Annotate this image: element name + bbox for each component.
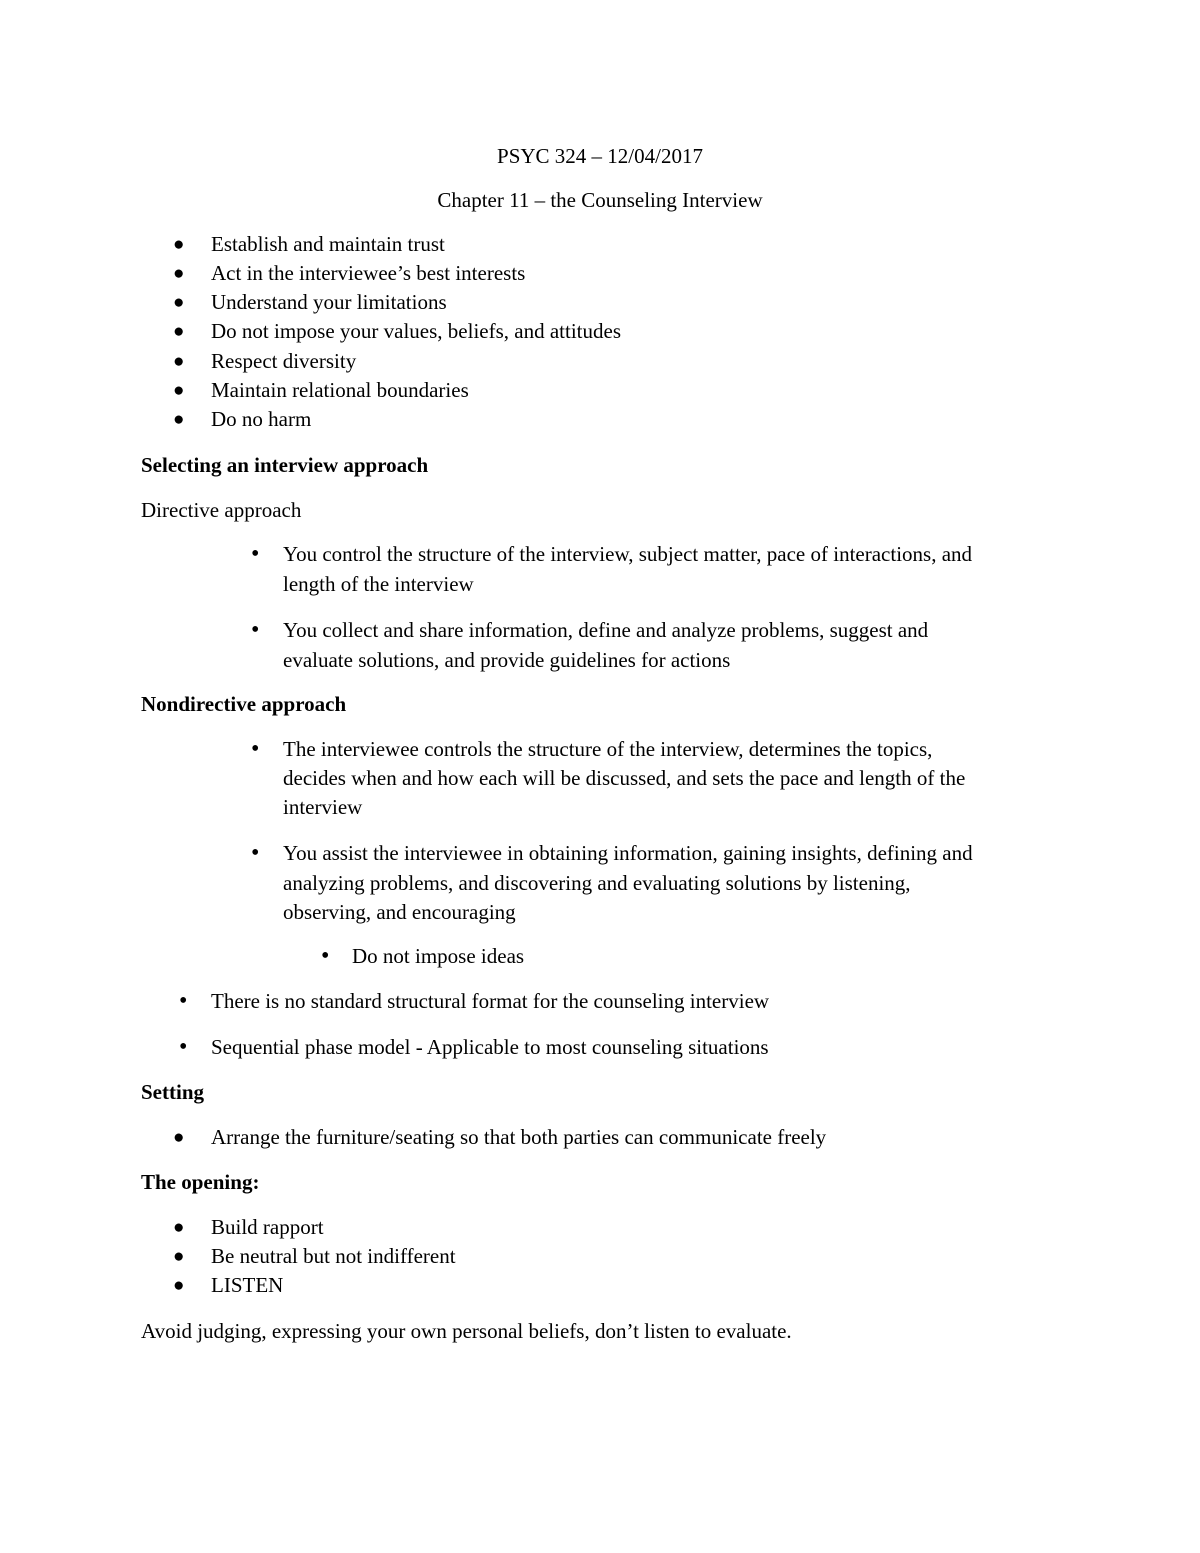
bullet-icon	[179, 1033, 187, 1063]
list-item-line: evaluate solutions, and provide guidelines for actions	[283, 648, 731, 672]
list-item-line: You control the structure of the interview, subject matter, pace of interactions, and	[283, 542, 973, 566]
bullet-icon	[173, 376, 184, 405]
list-item: Arrange the furniture/seating so that both parties can communicate freely	[211, 1125, 827, 1149]
bullet-icon	[173, 288, 184, 317]
list-item-line: You collect and share information, define and analyze problems, suggest and	[283, 618, 929, 642]
list-item-line: The interviewee controls the structure of the interview, determines the topics,	[283, 737, 933, 761]
bullet-icon	[179, 987, 187, 1017]
list-item: Be neutral but not indifferent	[211, 1244, 456, 1268]
bullet-icon	[173, 317, 184, 346]
list-item-line: analyzing problems, and discovering and evaluating solutions by listening,	[283, 871, 911, 895]
section-heading-opening: The opening:	[141, 1170, 260, 1194]
section-heading-selecting: Selecting an interview approach	[141, 453, 429, 477]
list-item-line: You assist the interviewee in obtaining information, gaining insights, defining and	[283, 841, 973, 865]
bullet-icon	[251, 735, 259, 765]
bullet-icon	[173, 1271, 184, 1300]
section-heading-nondirective: Nondirective approach	[141, 692, 347, 716]
bullet-icon	[173, 1123, 184, 1152]
list-item-line: interview	[283, 795, 363, 819]
bullet-icon	[251, 839, 259, 869]
sub-list-item: Do not impose ideas	[352, 944, 525, 968]
list-item: Respect diversity	[211, 349, 357, 373]
bullet-icon	[251, 616, 259, 646]
page-title: PSYC 324 – 12/04/2017	[497, 144, 703, 168]
bullet-icon	[173, 405, 184, 434]
list-item: Build rapport	[211, 1215, 324, 1239]
list-item: Understand your limitations	[211, 290, 447, 314]
bullet-icon	[173, 230, 184, 259]
bullet-icon	[173, 1242, 184, 1271]
list-item: Sequential phase model - Applicable to most counseling situations	[211, 1035, 769, 1059]
directive-label: Directive approach	[141, 498, 302, 522]
list-item: Establish and maintain trust	[211, 232, 445, 256]
list-item: Do not impose your values, beliefs, and attitudes	[211, 319, 622, 343]
list-item: Act in the interviewee’s best interests	[211, 261, 526, 285]
chapter-subtitle: Chapter 11 – the Counseling Interview	[437, 188, 763, 212]
list-item-line: length of the interview	[283, 572, 474, 596]
bullet-icon	[173, 259, 184, 288]
list-item-line: observing, and encouraging	[283, 900, 516, 924]
closing-note: Avoid judging, expressing your own personal beliefs, don’t listen to evaluate.	[141, 1319, 792, 1343]
bullet-icon	[251, 540, 259, 570]
list-item: Maintain relational boundaries	[211, 378, 469, 402]
section-heading-setting: Setting	[141, 1080, 204, 1104]
bullet-icon	[321, 942, 329, 972]
list-item: LISTEN	[211, 1273, 284, 1297]
bullet-icon	[173, 347, 184, 376]
bullet-icon	[173, 1213, 184, 1242]
list-item-line: decides when and how each will be discussed, and sets the pace and length of the	[283, 766, 966, 790]
list-item: Do no harm	[211, 407, 312, 431]
list-item: There is no standard structural format for the counseling interview	[211, 989, 770, 1013]
